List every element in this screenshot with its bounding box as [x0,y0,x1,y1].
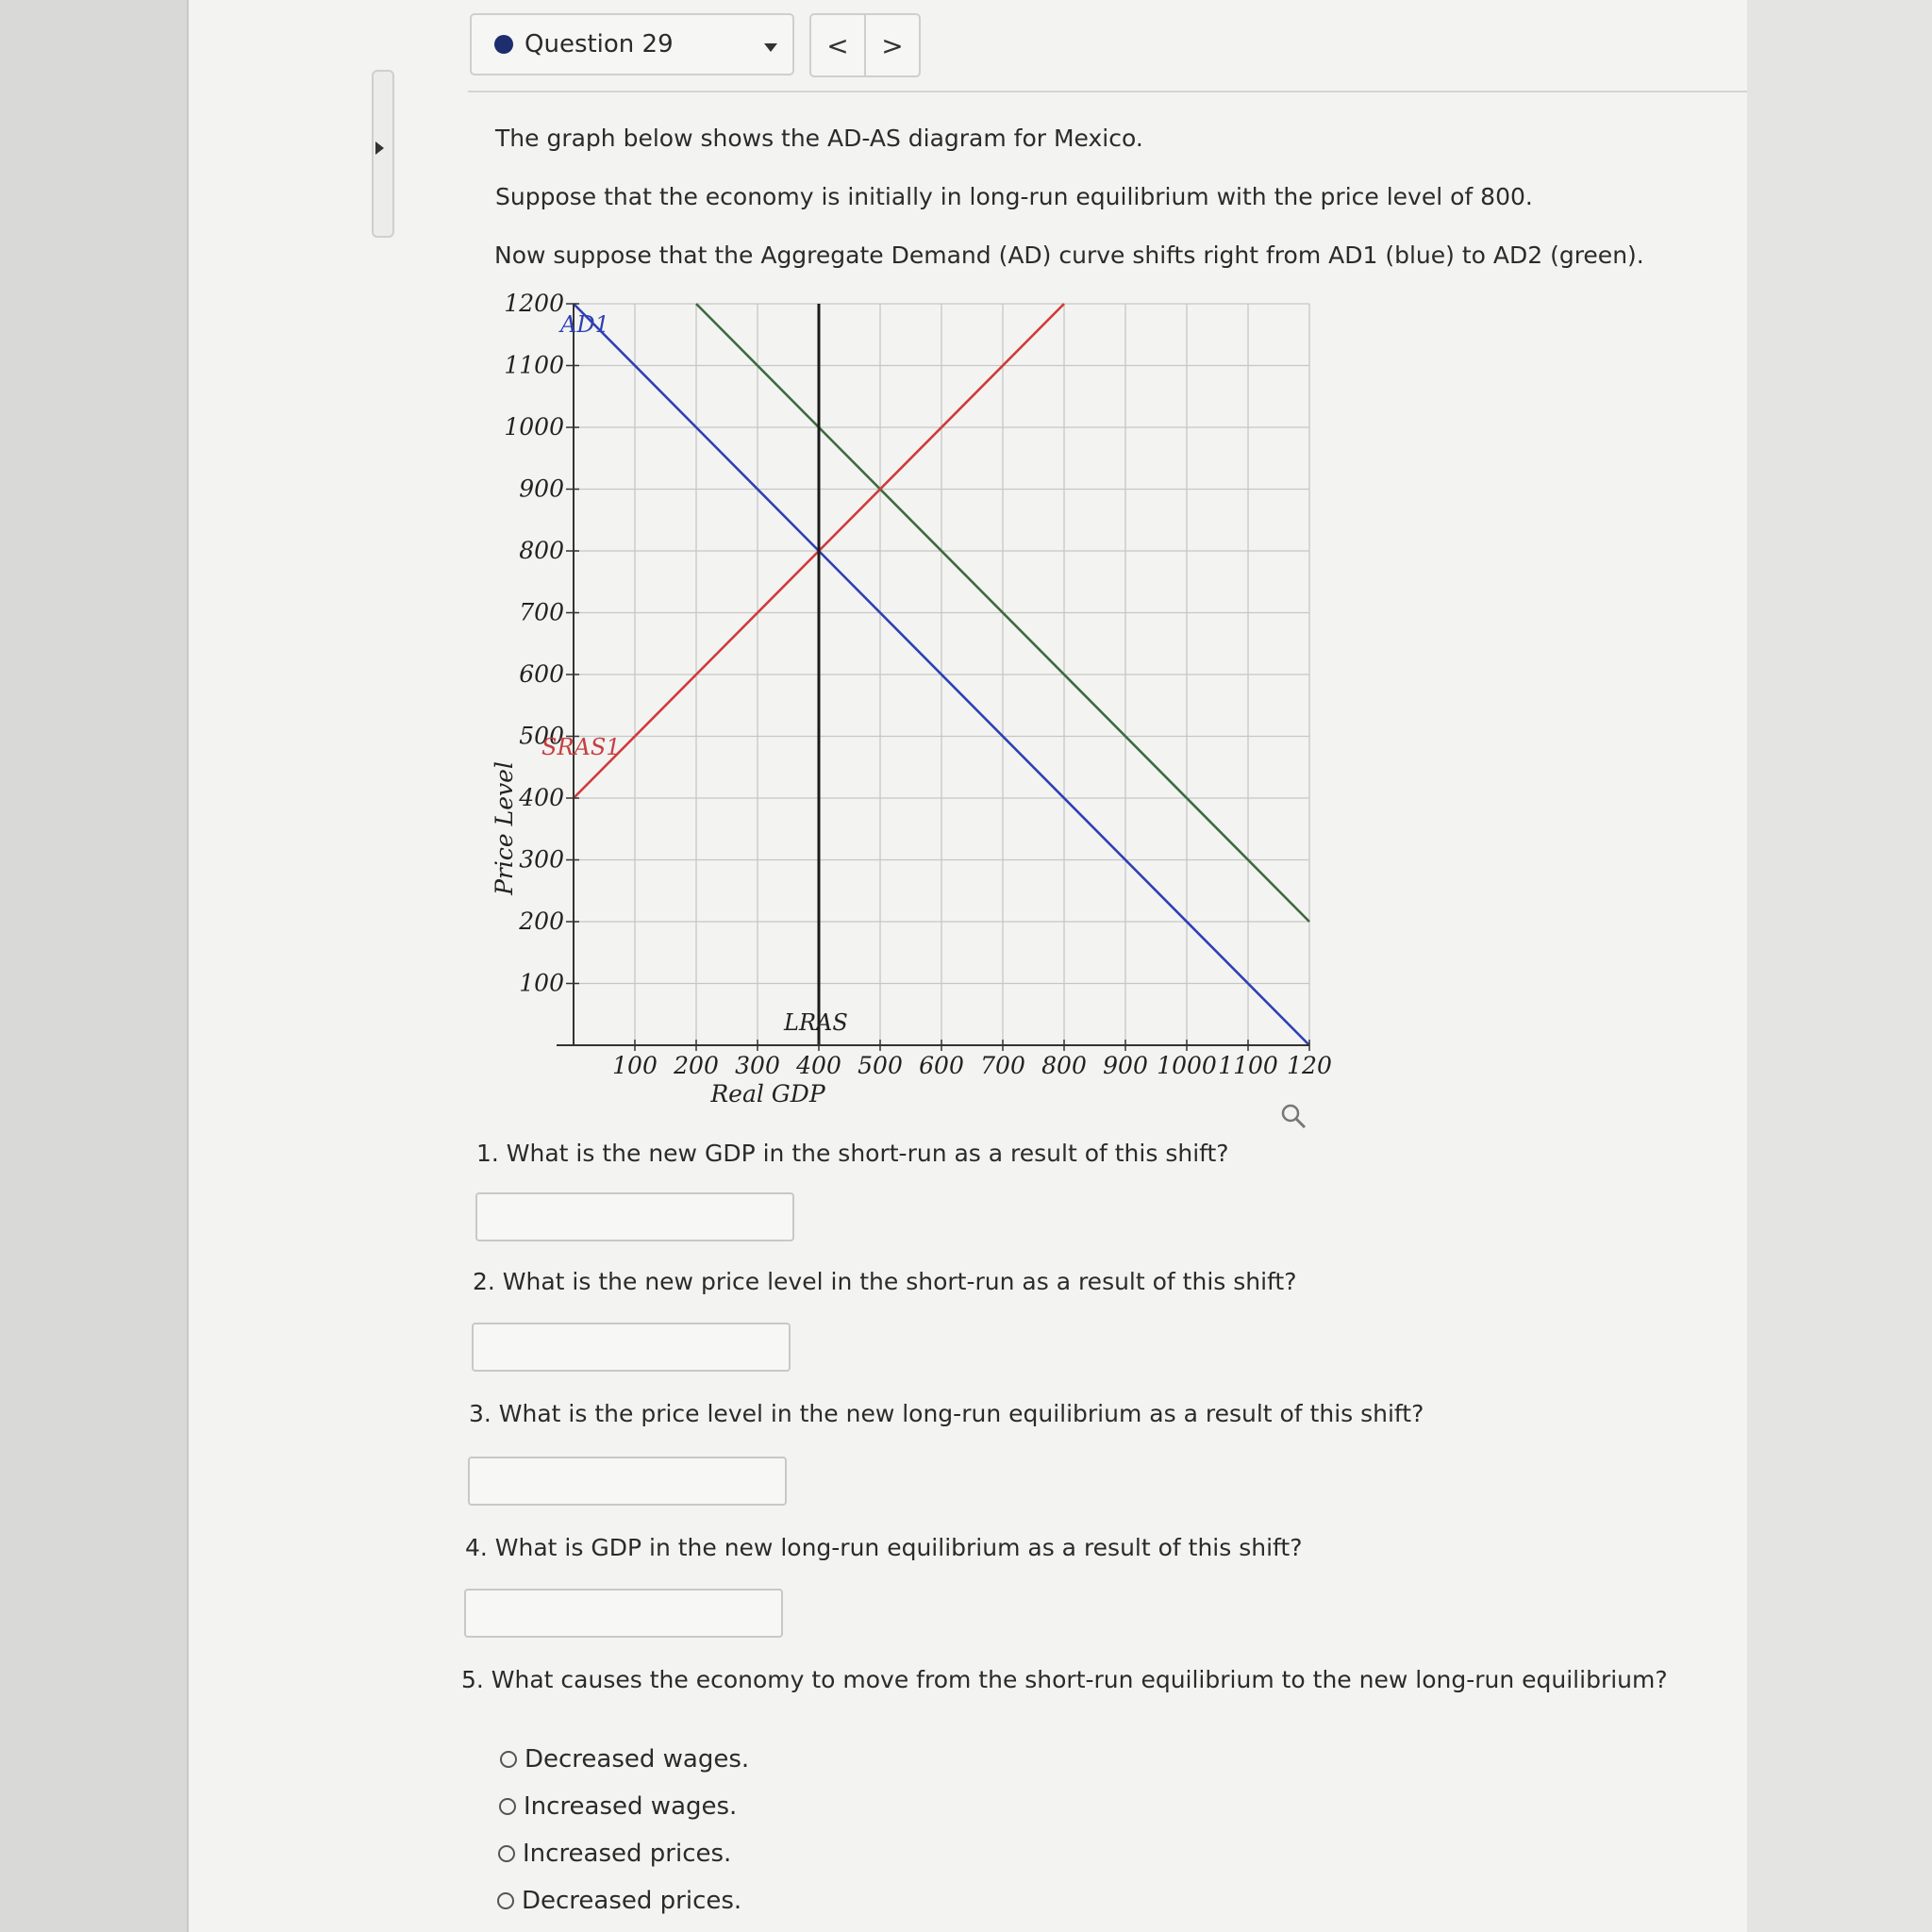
x-axis-label: Real GDP [710,1080,825,1108]
previous-question-button[interactable]: < [826,29,849,61]
question-3-text: 3. What is the price level in the new long-run equilibrium as a result of this shift? [469,1400,1424,1427]
x-tick-label: 300 [735,1052,780,1079]
question-nav [809,13,921,77]
x-tick-label: 700 [980,1052,1025,1079]
intro-line-1: The graph below shows the AD-AS diagram for Mexico. [495,125,1143,152]
question-2-input[interactable] [472,1323,791,1372]
option-decreased-wages[interactable] [500,1745,749,1774]
left-rail [187,0,189,1932]
x-tick-label: 120 [1287,1052,1332,1079]
x-tick-label: 1000 [1157,1052,1217,1079]
question-selector[interactable] [470,13,794,75]
background-shade [0,0,187,1932]
next-question-button[interactable]: > [864,15,919,75]
radio-icon[interactable] [499,1798,516,1815]
caret-down-icon [764,43,777,52]
expand-arrow-icon[interactable] [375,142,384,155]
y-tick-label: 1000 [504,413,564,441]
question-status-dot-icon [494,35,513,54]
x-tick-label: 500 [858,1052,903,1079]
series-label-sras1: SRAS1 [541,734,621,760]
radio-icon[interactable] [498,1845,515,1862]
y-tick-label: 1100 [504,351,564,379]
radio-icon[interactable] [497,1892,514,1909]
y-tick-label: 800 [519,537,564,564]
question-5-text: 5. What causes the economy to move from the short-run equilibrium to the new long-run equilibrium? [461,1666,1668,1693]
question-label: Question 29 [525,30,674,58]
y-tick-label: 100 [519,969,564,997]
chart-ticks [504,290,1332,1079]
zoom-icon[interactable] [1279,1102,1307,1130]
question-2-text: 2. What is the new price level in the short-run as a result of this shift? [473,1268,1297,1295]
y-tick-label: 500 [519,722,564,750]
question-1-text: 1. What is the new GDP in the short-run as a result of this shift? [476,1140,1229,1167]
question-4-input[interactable] [464,1589,783,1638]
option-label: Decreased wages. [525,1745,750,1774]
y-axis-label: Price Level [491,761,518,895]
x-tick-label: 200 [674,1052,719,1079]
y-tick-label: 1200 [504,290,564,317]
intro-line-2: Suppose that the economy is initially in long-run equilibrium with the price level of 800. [495,183,1533,210]
x-tick-label: 1100 [1218,1052,1278,1079]
series-label-ad1: AD1 [560,311,609,338]
y-tick-label: 700 [519,598,564,626]
radio-icon[interactable] [500,1751,517,1768]
option-label: Decreased prices. [522,1887,742,1915]
x-tick-label: 800 [1041,1052,1087,1079]
series-label-lras: LRAS [784,1009,848,1036]
intro-line-3: Now suppose that the Aggregate Demand (AD) curve shifts right from AD1 (blue) to AD2 (green). [494,242,1644,269]
option-increased-prices[interactable] [498,1840,731,1868]
question-3-input[interactable] [468,1457,787,1506]
y-tick-label: 600 [519,660,564,688]
option-increased-wages[interactable] [499,1792,737,1821]
option-decreased-prices[interactable] [497,1887,741,1915]
option-label: Increased prices. [523,1840,732,1868]
header-divider [468,91,1747,92]
y-tick-label: 900 [519,475,564,503]
x-tick-label: 100 [612,1052,658,1079]
option-label: Increased wages. [524,1792,738,1821]
x-tick-label: 400 [796,1052,841,1079]
y-tick-label: 200 [519,908,564,935]
y-tick-label: 400 [519,784,564,811]
ad-as-chart [472,283,1340,1113]
x-tick-label: 900 [1103,1052,1148,1079]
x-tick-label: 600 [919,1052,964,1079]
question-4-text: 4. What is GDP in the new long-run equilibrium as a result of this shift? [465,1534,1303,1561]
y-tick-label: 300 [519,845,564,874]
question-1-input[interactable] [475,1192,794,1241]
